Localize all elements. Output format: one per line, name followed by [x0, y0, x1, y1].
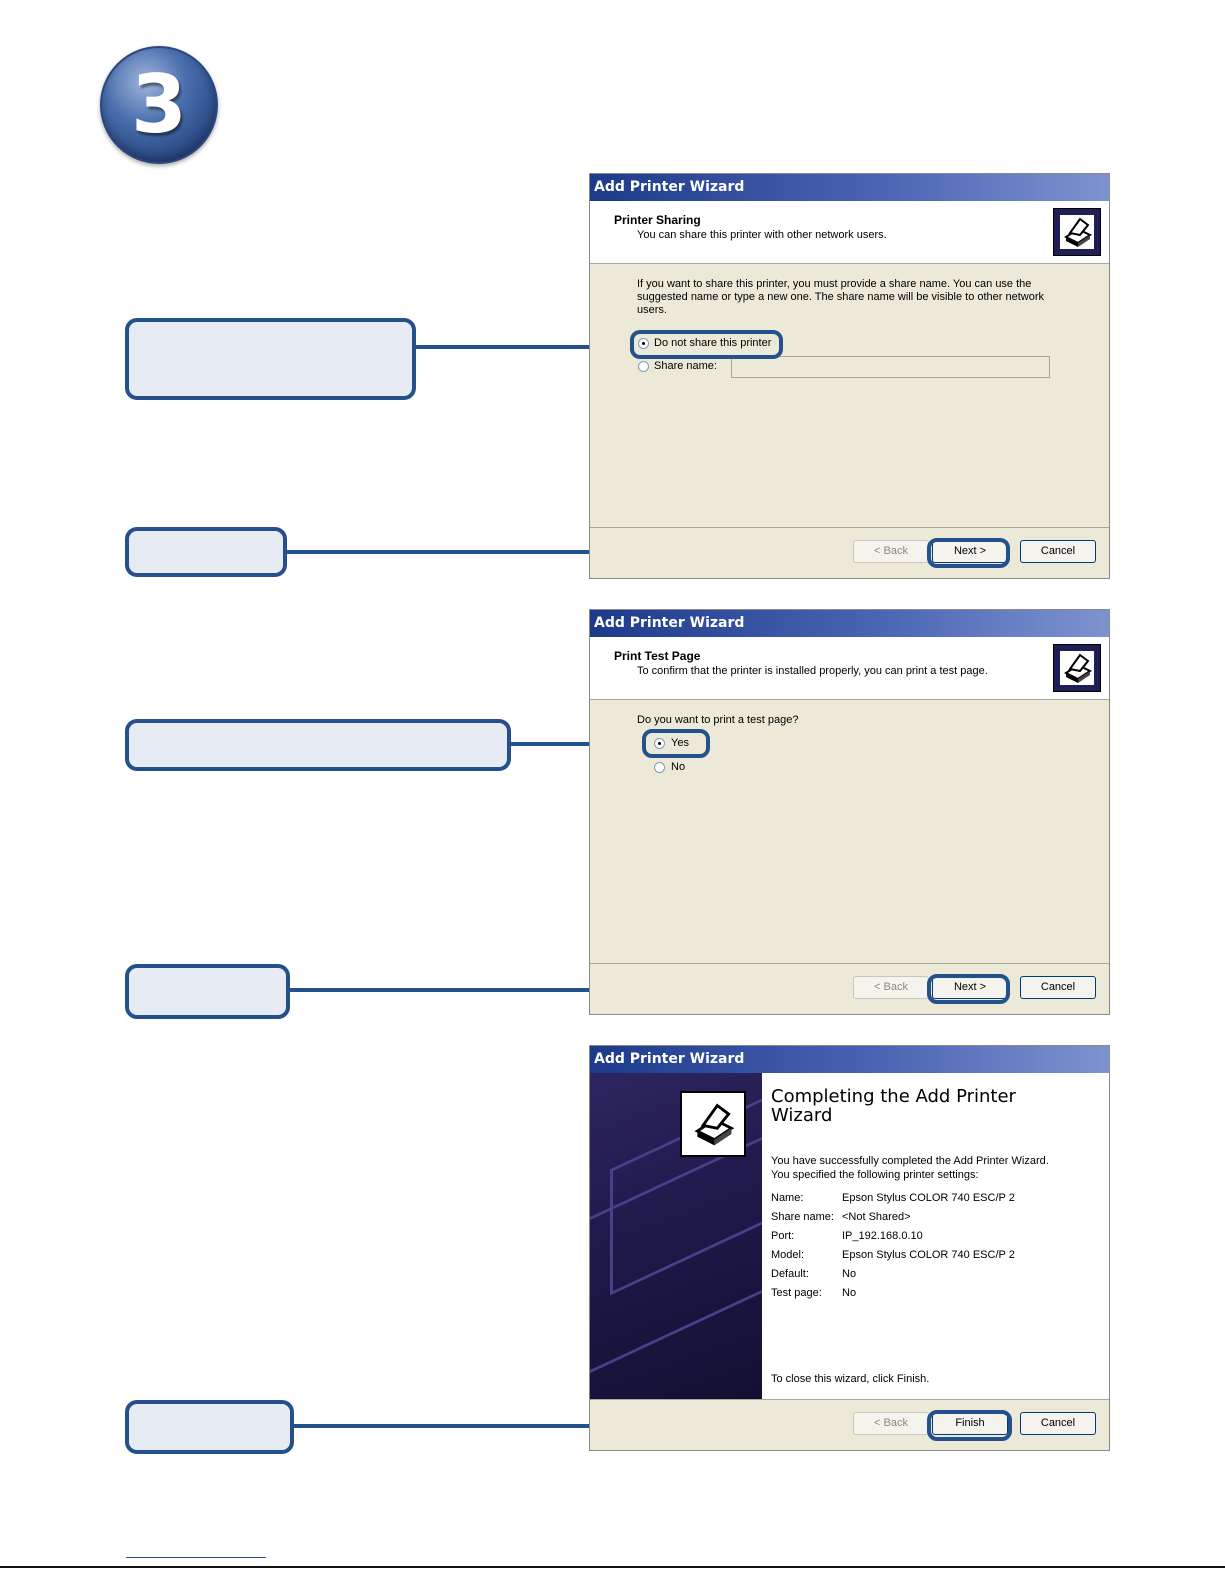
next-button[interactable]: Next >	[932, 976, 1008, 999]
wizard-side-panel	[590, 1073, 762, 1399]
header-subtitle: To confirm that the printer is installed properly, you can print a test page.	[637, 665, 988, 677]
intro-line-1: You have successfully completed the Add Printer Wizard.	[771, 1155, 1049, 1167]
button-bar-divider	[590, 963, 1109, 964]
highlight-finish	[927, 1410, 1012, 1441]
cancel-button[interactable]: Cancel	[1020, 1412, 1096, 1435]
page-bottom-rule	[0, 1566, 1225, 1568]
button-bar-divider	[590, 1399, 1109, 1400]
wizard-title-bar: Add Printer Wizard	[590, 1046, 1109, 1073]
wizard-title-bar: Add Printer Wizard	[590, 174, 1109, 201]
radio-no[interactable]	[654, 762, 665, 773]
setting-row-name: Name: Epson Stylus COLOR 740 ESC/P 2	[771, 1192, 1015, 1204]
highlight-no-share	[630, 330, 783, 359]
printer-wizard-icon	[680, 1091, 746, 1157]
highlight-next-2	[927, 974, 1010, 1004]
completion-heading: Completing the Add Printer Wizard	[771, 1086, 1016, 1126]
label-share-name[interactable]: Share name:	[654, 360, 717, 372]
back-button[interactable]: < Back	[853, 976, 929, 999]
share-name-input[interactable]	[731, 356, 1050, 378]
sharing-description: If you want to share this printer, you must provide a share name. You can use the suggested name or type a new one. The share name will be visible to other network users.	[637, 278, 1045, 316]
callout-box-next-2	[125, 964, 290, 1019]
back-button[interactable]: < Back	[853, 540, 929, 563]
back-button[interactable]: < Back	[853, 1412, 929, 1435]
cancel-button[interactable]: Cancel	[1020, 976, 1096, 999]
highlight-next-1	[927, 538, 1010, 568]
next-button[interactable]: Next >	[932, 540, 1008, 563]
setting-row-model: Model: Epson Stylus COLOR 740 ESC/P 2	[771, 1249, 1015, 1261]
step-number: 3	[131, 58, 187, 151]
test-page-question: Do you want to print a test page?	[637, 714, 799, 726]
wizard-header	[590, 637, 1109, 700]
radio-share-name[interactable]	[638, 361, 649, 372]
completion-content	[762, 1073, 1109, 1399]
header-title: Printer Sharing	[614, 213, 701, 227]
wizard-printer-sharing	[589, 173, 1110, 579]
callout-box-sharing	[125, 318, 416, 400]
label-no[interactable]: No	[671, 761, 686, 773]
wizard-title-bar: Add Printer Wizard	[590, 610, 1109, 637]
header-title: Print Test Page	[614, 649, 701, 663]
highlight-yes	[642, 729, 710, 758]
wizard-print-test-page	[589, 609, 1110, 1015]
callout-box-next-1	[125, 527, 287, 577]
setting-row-default: Default: No	[771, 1268, 857, 1280]
setting-row-share-name: Share name: <Not Shared>	[771, 1211, 911, 1223]
printer-icon	[1053, 208, 1101, 256]
closing-text: To close this wizard, click Finish.	[771, 1373, 930, 1385]
setting-row-port: Port: IP_192.168.0.10	[771, 1230, 923, 1242]
callout-box-test-page	[125, 719, 511, 771]
label-yes[interactable]: Yes	[671, 737, 689, 749]
wizard-completing	[589, 1045, 1110, 1451]
header-subtitle: You can share this printer with other network users.	[637, 229, 887, 241]
label-no-share[interactable]: Do not share this printer	[654, 337, 772, 349]
button-bar-divider	[590, 527, 1109, 528]
footer-link-line	[126, 1557, 266, 1558]
wizard-header	[590, 201, 1109, 264]
printer-icon	[1053, 644, 1101, 692]
finish-button[interactable]: Finish	[932, 1412, 1008, 1435]
cancel-button[interactable]: Cancel	[1020, 540, 1096, 563]
setting-row-test-page: Test page: No	[771, 1287, 857, 1299]
callout-box-finish	[125, 1400, 294, 1454]
intro-line-2: You specified the following printer settings:	[771, 1169, 979, 1181]
step-number-badge	[100, 46, 218, 164]
